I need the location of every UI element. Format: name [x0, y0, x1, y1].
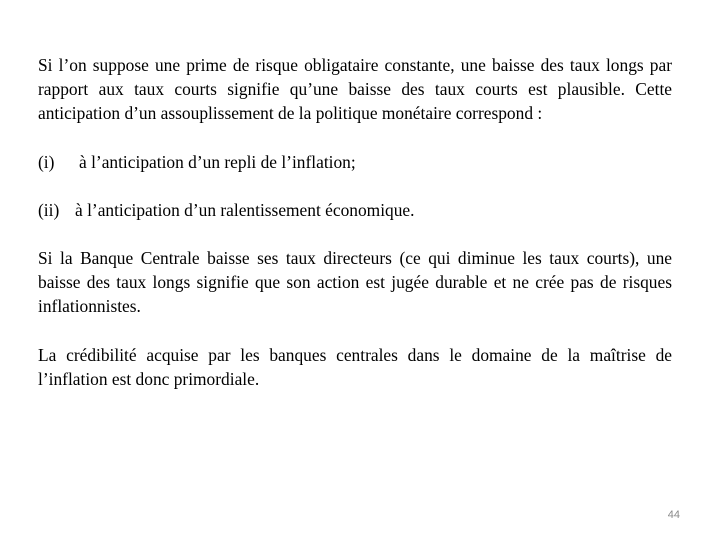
slide-body	[38, 53, 672, 391]
list-marker-i: (i)	[38, 151, 55, 172]
list-marker-ii: (ii)	[38, 199, 60, 220]
intro-paragraph: Si l’on suppose une prime de risque obligataire constante, une baisse des taux longs par rapport aux taux courts signifie qu’une baisse des taux courts est plausible. Cette anticipation d’un assouplissement de la politique monétaire correspond :	[38, 55, 672, 124]
credibility-paragraph: La crédibilité acquise par les banques centrales dans le domaine de la maîtrise de l’inflation est donc primordiale.	[38, 344, 672, 389]
central-bank-paragraph: Si la Banque Centrale baisse ses taux directeurs (ce qui diminue les taux courts), une baisse des taux longs signifie que son action est jugée durable et ne crée pas de risques inflationnistes.	[38, 248, 672, 317]
list-text-ii: à l’anticipation d’un ralentissement économique.	[75, 199, 415, 220]
list-text-i: à l’anticipation d’un repli de l’inflation;	[79, 151, 356, 172]
list-item-i	[38, 150, 672, 174]
page-number: 44	[667, 509, 680, 521]
list-item-ii	[38, 198, 672, 222]
